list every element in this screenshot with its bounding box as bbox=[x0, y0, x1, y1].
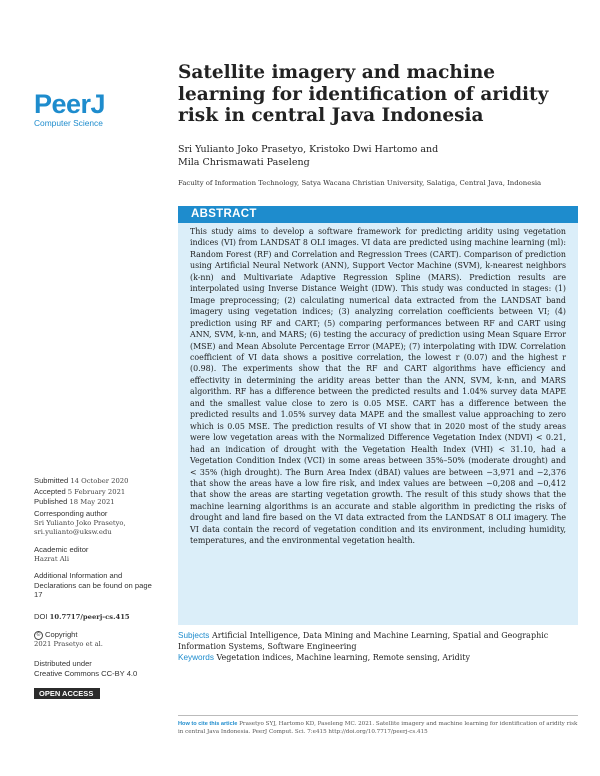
peerj-logo bbox=[34, 91, 122, 131]
doi-label: DOI bbox=[34, 612, 48, 621]
abstract-box bbox=[178, 223, 578, 625]
distributed-heading: Distributed under bbox=[34, 659, 92, 668]
submitted-date: 14 October 2020 bbox=[70, 477, 129, 485]
additional-info[interactable]: Additional Information and Declarations can be found on page 17 bbox=[34, 571, 152, 600]
copyright-heading: Copyright bbox=[45, 630, 78, 639]
keywords-label: Keywords bbox=[178, 653, 214, 662]
author-list bbox=[178, 143, 578, 169]
citation-text: Prasetyo SYJ, Hartomo KD, Paseleng MC. 2021. Satellite imagery and machine learning for identification of aridity risk in central Java Indonesia. PeerJ Comput. Sci. 7:e415 http://doi.org/10.7717/peerj-cs.415 bbox=[178, 721, 578, 735]
subjects-text: Artificial Intelligence, Data Mining and Machine Learning, Spatial and Geographic Information Systems, Software Engineering bbox=[178, 631, 549, 651]
article-title: Satellite imagery and machine learning for identification of aridity risk in central Java Indonesia bbox=[178, 62, 549, 126]
subjects-block bbox=[178, 630, 578, 663]
editor-block bbox=[34, 545, 169, 564]
published-date: 18 May 2021 bbox=[69, 498, 115, 507]
license-block bbox=[34, 659, 169, 678]
accepted-date: 5 February 2021 bbox=[67, 487, 126, 496]
keywords-text: Vegetation indices, Machine learning, Remote sensing, Aridity bbox=[216, 653, 470, 662]
affiliation: Faculty of Information Technology, Satya Wacana Christian University, Salatiga, Central Java, Indonesia bbox=[178, 179, 542, 187]
citation-footer bbox=[178, 720, 578, 736]
published-label: Published bbox=[34, 497, 68, 507]
open-access-label: OPEN ACCESS bbox=[39, 689, 94, 698]
copyright-icon: © bbox=[34, 631, 43, 640]
dates-block bbox=[34, 476, 169, 508]
corresponding-heading: Corresponding author bbox=[34, 509, 108, 518]
editor-heading: Academic editor bbox=[34, 545, 89, 554]
license-link[interactable]: Creative Commons CC-BY 4.0 bbox=[34, 668, 138, 678]
footer-divider bbox=[178, 715, 578, 716]
abstract-header bbox=[178, 206, 578, 223]
authors-line-2: Mila Chrismawati Paseleng bbox=[178, 157, 310, 168]
copyright-holder: 2021 Prasetyo et al. bbox=[34, 639, 103, 648]
editor-name: Hazrat Ali bbox=[34, 554, 70, 563]
abstract-text: This study aims to develop a software framework for predicting aridity using vegetation indices (VI) from LANDSAT 8 OLI images. VI data are predicted using machine learning (ml): Random Forest (RF) and Correlation and Regression Trees (CART). Comparison of prediction using Artificial Neural Network (ANN), Support Vector Machine (SVM), k-nearest neighbors (k-nn) and Multivariate Adaptive Regression Spline (MARS). Prediction results are interpolated using Inverse Distance Weight (IDW). This study was conducted in stages: (1) Image preprocessing; (2) calculating numerical data extracted from the LANDSAT band imagery using vegetation indices; (3) analyzing correlation coefficients between VI; (4) prediction using RF and CART; (5) comparing performances between RF and CART using ANN, SVM, k-nn, and MARS; (6) testing the accuracy of prediction using Mean Square Error (MSE) and Mean Absolute Percentage Error (MAPE); (7) interpolating with IDW. Correlation coefficient of VI data shows a positive correlation, the lowest r (0.07) and the highest r (0.98). The experiments show that the RF and CART algorithms have efficiency and effectivity in determining the aridity areas better than the ANN, SVM, k-nn, and MARS algorithm. RF has a difference between the predicted results and 1.04% survey data MAPE and the smallest value close to zero is 0.05 MSE. CART has a difference between the predicted results and 1.05% survey data MAPE and the smallest value approaching to zero which is 0.05 MSE. The prediction results of VI show that in 2020 most of the study areas were low vegetation areas with the Normalized Difference Vegetation Index (NDVI) < 0.21, had an indication of drought with the Vegetation Health Index (VHI) < 31.10, had a Vegetation Condition Index (VCI) in some areas between 35%–50% (moderate drought) and < 35% (high drought). The Burn Area Index (dBAI) values are between −3,971 and −2,376 that show the areas have a low fire risk, and index values are between −0,208 and −0,412 that show the areas are starting vegetation growth. The result of this study shows that the machine learning algorithms is an accurate and stable algorithm in predicting the risks of drought and land fire based on the VI data extracted from the LANDSAT 8 OLI imagery. The VI data contain the record of vegetation condition and its environment, including humidity, temperatures, and the environmental vegetation health. bbox=[190, 227, 566, 546]
corresponding-block bbox=[34, 509, 169, 538]
doi-block bbox=[34, 612, 169, 623]
authors-line-1: Sri Yulianto Joko Prasetyo, Kristoko Dwi Hartomo and bbox=[178, 144, 439, 155]
corresponding-email[interactable]: sri.yulianto@uksw.edu bbox=[34, 528, 112, 537]
logo-brand: PeerJ bbox=[34, 89, 106, 119]
citation-label: How to cite this article bbox=[178, 721, 238, 727]
subjects-label: Subjects bbox=[178, 631, 210, 640]
corresponding-name: Sri Yulianto Joko Prasetyo, bbox=[34, 518, 126, 527]
abstract-heading: ABSTRACT bbox=[191, 208, 257, 220]
submitted-label: Submitted bbox=[34, 476, 69, 485]
copyright-block bbox=[34, 630, 169, 649]
logo-subtitle: Computer Science bbox=[34, 118, 103, 128]
accepted-label: Accepted bbox=[34, 486, 66, 496]
doi-link[interactable]: 10.7717/peerj-cs.415 bbox=[49, 613, 130, 621]
open-access-badge bbox=[34, 688, 100, 699]
